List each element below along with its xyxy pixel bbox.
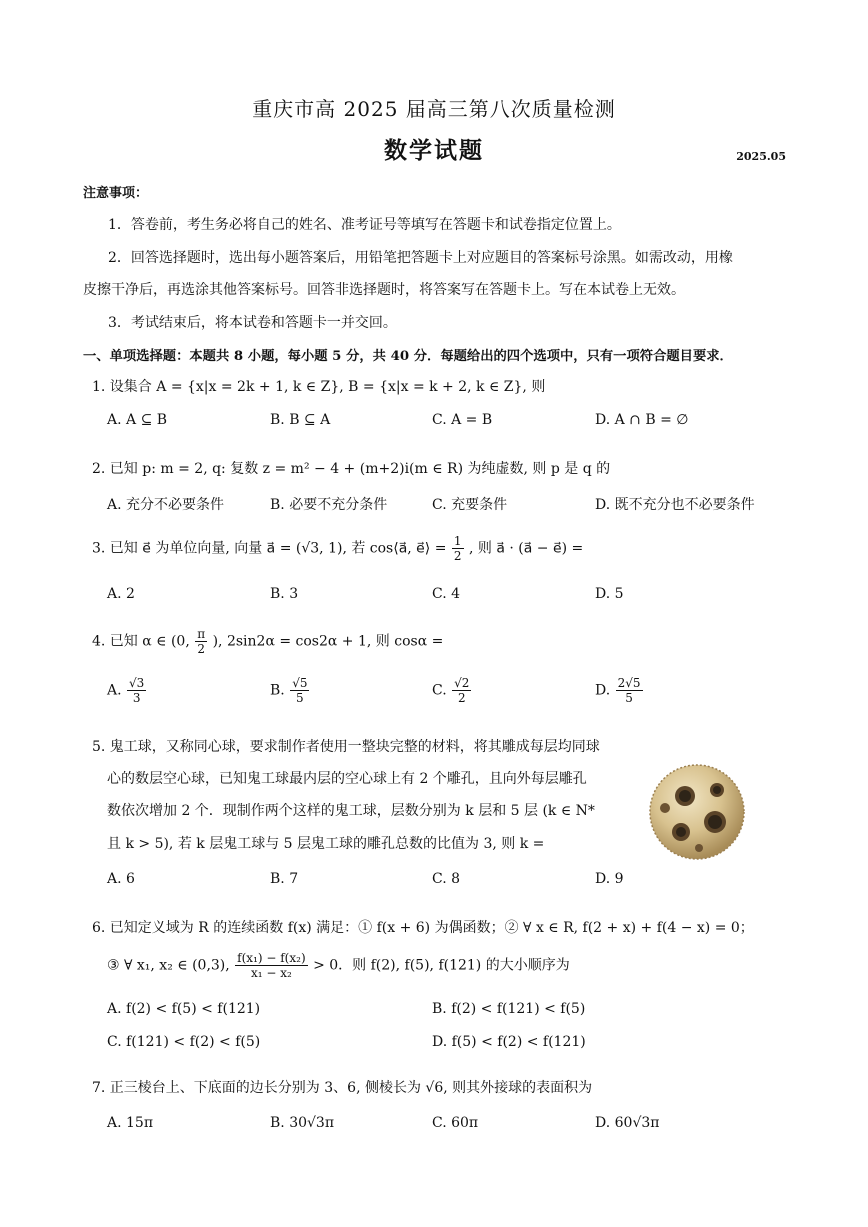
- question-6-line-2: [107, 951, 570, 980]
- exam-title: 重庆市高 2025 届高三第八次质量检测: [252, 97, 616, 121]
- q4-option-d-fraction: [616, 676, 643, 705]
- q4-option-b-numerator: √5: [292, 676, 308, 690]
- q6-fraction-denominator: x₁ − x₂: [250, 966, 292, 980]
- q4-option-b-fraction: [290, 676, 309, 705]
- question-7-stem: 7. 正三棱台上、下底面的边长分别为 3、6, 侧棱长为 √6, 则其外接球的表面积为: [92, 1080, 593, 1096]
- q3-option-b: B. 3: [270, 586, 299, 602]
- notice-item-3: 3．考试结束后，将本试卷和答题卡一并交回。: [108, 315, 397, 331]
- q4-option-d: [595, 676, 644, 705]
- q4-option-d-label: D.: [595, 682, 611, 699]
- q3-option-c: C. 4: [432, 586, 461, 602]
- q1-option-b: B. B ⊆ A: [270, 412, 331, 428]
- q6-option-d: D. f(5) < f(2) < f(121): [432, 1034, 586, 1050]
- notice-item-1: 1．答卷前，考生务必将自己的姓名、准考证号等填写在答题卡和试卷指定位置上。: [108, 217, 621, 233]
- q4-option-a-fraction: [127, 676, 146, 705]
- question-6-line-1: 6. 已知定义域为 R 的连续函数 f(x) 满足：① f(x + 6) 为偶函数；② ∀ x ∈ R, f(2 + x) + f(4 − x) = 0；: [92, 920, 754, 936]
- section-heading: 一、单项选择题：本题共 8 小题，每小题 5 分，共 40 分．每题给出的四个选项中，只有一项符合题目要求．: [83, 349, 733, 364]
- q4-option-c-label: C.: [432, 682, 447, 699]
- q4-option-a-denominator: 3: [132, 691, 141, 705]
- q4-fraction-denominator: 2: [197, 642, 206, 656]
- q5-option-c: C. 8: [432, 871, 461, 887]
- q4-stem-part-1: 4. 已知 α ∈ (0,: [92, 633, 190, 650]
- q3-stem-part-1: 3. 已知 e⃗ 为单位向量, 向量 a⃗ = (√3, 1), 若 cos⟨a⃗, e⃗⟩ =: [92, 540, 447, 557]
- q2-option-a: A. 充分不必要条件: [107, 497, 225, 513]
- question-5-line-1: 5. 鬼工球，又称同心球，要求制作者使用一整块完整的材料，将其雕成每层均同球: [92, 739, 600, 755]
- q5-option-a: A. 6: [107, 871, 135, 887]
- q4-option-a-label: A.: [107, 682, 122, 699]
- q7-option-b: B. 30√3π: [270, 1115, 335, 1131]
- question-5-line-4: 且 k > 5), 若 k 层鬼工球与 5 层鬼工球的雕孔总数的比值为 3, 则 k =: [107, 836, 545, 852]
- q4-option-c: [432, 676, 472, 705]
- q4-option-c-fraction: [452, 676, 471, 705]
- q4-option-c-numerator: √2: [454, 676, 470, 690]
- q4-stem-part-2: ), 2sin2α = cos2α + 1, 则 cosα =: [212, 633, 444, 650]
- ghost-ball-image: [645, 762, 749, 862]
- q4-fraction-numerator: π: [197, 627, 206, 641]
- question-5-line-3: 数依次增加 2 个．现制作两个这样的鬼工球，层数分别为 k 层和 5 层 (k ∈ N*: [107, 803, 595, 819]
- question-2-stem: 2. 已知 p: m = 2, q: 复数 z = m² − 4 + (m+2)i(m ∈ R) 为纯虚数, 则 p 是 q 的: [92, 461, 611, 477]
- exam-date: 2025.05: [736, 150, 786, 163]
- q4-option-d-numerator: 2√5: [617, 676, 641, 690]
- q3-option-d: D. 5: [595, 586, 624, 602]
- q3-stem-part-2: , 则 a⃗ · (a⃗ − e⃗) =: [469, 540, 584, 557]
- q2-option-c: C. 充要条件: [432, 497, 508, 513]
- q5-option-b: B. 7: [270, 871, 299, 887]
- q1-option-d: D. A ∩ B = ∅: [595, 412, 689, 428]
- q4-option-b-label: B.: [270, 682, 285, 699]
- q4-option-c-denominator: 2: [457, 691, 466, 705]
- q3-fraction-numerator: 1: [453, 534, 462, 548]
- exam-subtitle: 数学试题: [384, 137, 484, 164]
- q1-option-c: C. A = B: [432, 412, 493, 428]
- q6-line-2-part-2: > 0．则 f(2), f(5), f(121) 的大小顺序为: [313, 957, 570, 974]
- q6-fraction-numerator: f(x₁) − f(x₂): [237, 951, 306, 965]
- q4-fraction: [195, 627, 207, 656]
- q6-line-2-part-1: ③ ∀ x₁, x₂ ∈ (0,3),: [107, 957, 230, 974]
- q6-option-b: B. f(2) < f(121) < f(5): [432, 1001, 586, 1017]
- notice-item-2-cont: 皮擦干净后，再选涂其他答案标号。回答非选择题时，将答案写在答题卡上。写在本试卷上无效。: [83, 282, 685, 298]
- q3-fraction: [452, 534, 464, 563]
- question-4-stem: [92, 627, 443, 656]
- q4-option-d-denominator: 5: [625, 691, 633, 705]
- q7-option-d: D. 60√3π: [595, 1115, 660, 1131]
- q4-option-b: [270, 676, 310, 705]
- q5-option-d: D. 9: [595, 871, 624, 887]
- q7-option-a: A. 15π: [107, 1115, 154, 1131]
- question-1-stem: 1. 设集合 A = {x|x = 2k + 1, k ∈ Z}, B = {x|x = k + 2, k ∈ Z}, 则: [92, 379, 546, 395]
- q6-option-a: A. f(2) < f(5) < f(121): [107, 1001, 261, 1017]
- notice-heading: 注意事项：: [83, 186, 149, 201]
- q2-option-b: B. 必要不充分条件: [270, 497, 388, 513]
- q1-option-a: A. A ⊆ B: [107, 412, 168, 428]
- q4-option-a: [107, 676, 147, 705]
- q2-option-d: D. 既不充分也不必要条件: [595, 497, 755, 513]
- question-5-line-2: 心的数层空心球，已知鬼工球最内层的空心球上有 2 个雕孔，且向外每层雕孔: [107, 771, 587, 787]
- notice-item-2: 2．回答选择题时，选出每小题答案后，用铅笔把答题卡上对应题目的答案标号涂黑。如需改动，用橡: [108, 250, 733, 266]
- q6-fraction: [235, 951, 307, 980]
- question-3-stem: [92, 534, 583, 563]
- q4-option-b-denominator: 5: [296, 691, 304, 705]
- q4-option-a-numerator: √3: [129, 676, 145, 690]
- q6-option-c: C. f(121) < f(2) < f(5): [107, 1034, 261, 1050]
- q7-option-c: C. 60π: [432, 1115, 479, 1131]
- q3-option-a: A. 2: [107, 586, 135, 602]
- q3-fraction-denominator: 2: [453, 549, 462, 563]
